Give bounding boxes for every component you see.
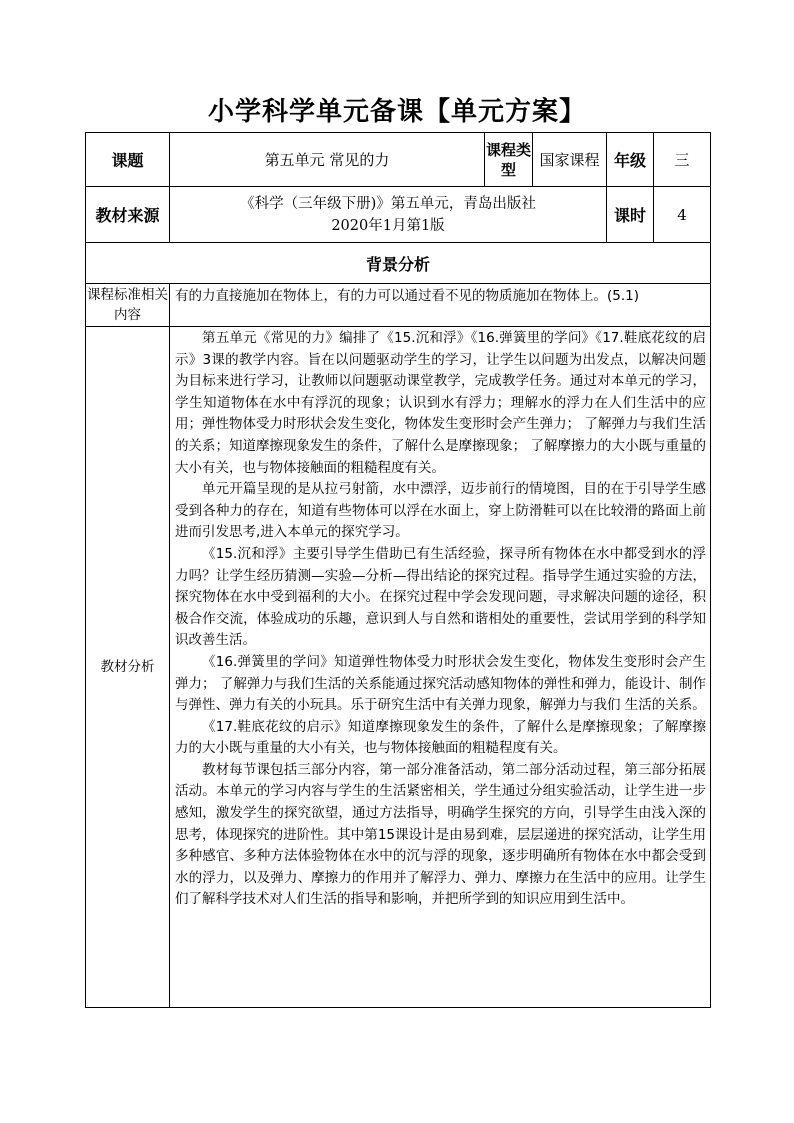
analysis-paragraph: 教材每节课包括三部分内容，第一部分准备活动，第二部分活动过程，第三部分拓展活动。本单元的学习内容与学生的生活紧密相关，学生通过分组实验活动，让学生进一步感知，激发学生的探究欲望，通过方法指导，明确学生探究的方向，引导学生由浅入深的思考，体现探究的进阶性。其中第15课设计是由易到难，层层递进的探究活动，让学生用多种感官、多种方法体验物体在水中的沉与浮的现象，逐步明确所有物体在水中都会受到水的浮力，以及弹力、摩擦力的作用并了解浮力、弹力、摩擦力在生活中的应用。让学生们了解科学技术对人们生活的指导和影响，并把所学到的知识应用到生活中。 (175, 761, 706, 908)
source-label: 教材来源 (86, 187, 170, 243)
grade-value: 三 (654, 133, 711, 187)
analysis-paragraph: 《16.弹簧里的学问》知道弹性物体受力时形状会发生变化，物体发生变形时会产生弹力； 了解弹力与我们生活的关系能通过探究活动感知物体的弹性和弹力，能设计、制作与弹性、弹力有关的小玩具。乐于研究生活中有关弹力现象，解弹力与我们 生活的关系。 (175, 653, 706, 714)
analysis-paragraph: 《15.沉和浮》主要引导学生借助已有生活经验，探寻所有物体在水中都受到水的浮力吗？让学生经历猜测—实验—分析—得出结论的探究过程。指导学生通过实验的方法，探究物体在水中受到福利的大小。在探究过程中学会发现问题，寻求解决问题的途径，积极合作交流，体验成功的乐趣，意识到人与自然和谐相处的重要性，尝试用学到的科学知识改善生活。 (175, 545, 706, 649)
standard-paragraph: 有的力直接施加在物体上，有的力可以通过看不见的物质施加在物体上。(5.1) (175, 288, 640, 304)
analysis-text (170, 327, 711, 1008)
analysis-row (86, 327, 711, 1008)
analysis-paragraph: 单元开篇呈现的是从拉弓射箭，水中漂浮，迈步前行的情境图，目的在于引导学生感受到各种力的存在，知道有些物体可以浮在水面上，穿上防滑鞋可以在比较滑的路面上前进而引发思考,进入本单元的探究学习。 (175, 481, 706, 541)
topic-value: 第五单元 常见的力 (170, 133, 485, 187)
grade-label: 年级 (607, 133, 654, 187)
course-type-value: 国家课程 (533, 133, 607, 187)
analysis-label: 教材分析 (86, 327, 170, 1008)
source-line-2: 2020年1月第1版 (331, 217, 445, 234)
source-line-1: 《科学（三年级下册)》第五单元，青岛出版社 (240, 195, 536, 212)
hours-label: 课时 (607, 187, 654, 243)
course-type-label: 课程类型 (485, 133, 533, 187)
page-title: 小学科学单元备课【单元方案】 (207, 97, 586, 127)
section-row (86, 243, 711, 284)
source-value (170, 187, 607, 243)
hours-value: 4 (654, 187, 711, 243)
standard-label: 课程标准相关内容 (86, 284, 170, 327)
info-row-2 (86, 187, 711, 243)
section-heading: 背景分析 (86, 243, 711, 284)
unit-plan-table (85, 132, 711, 1008)
analysis-paragraph: 第五单元《常见的力》编排了《15.沉和浮》《16.弹簧里的学问》《17.鞋底花纹的启示》3课的教学内容。旨在以问题驱动学生的学习，让学生以问题为出发点，以解决问题为目标来进行学习，让教师以问题驱动课堂教学，完成教学任务。通过对本单元的学习，学生知道物体在水中有浮沉的现象；认识到水有浮力；理解水的浮力在人们生活中的应用；弹性物体受力时形状会发生变化，物体发生变形时会产生弹力； 了解弹力与我们生活的关系；知道摩擦现象发生的条件，了解什么是摩擦现象； 了解摩擦力的大小既与重量的大小有关，也与物体接触面的粗糙程度有关。 (175, 330, 706, 476)
standard-row (86, 284, 711, 327)
topic-label: 课题 (86, 133, 170, 187)
standard-text (170, 284, 711, 327)
analysis-paragraph: 《17.鞋底花纹的启示》知道摩擦现象发生的条件，了解什么是摩擦现象；了解摩擦力的大小既与重量的大小有关，也与物体接触面的粗糙程度有关。 (175, 718, 706, 757)
info-row-1 (86, 133, 711, 187)
